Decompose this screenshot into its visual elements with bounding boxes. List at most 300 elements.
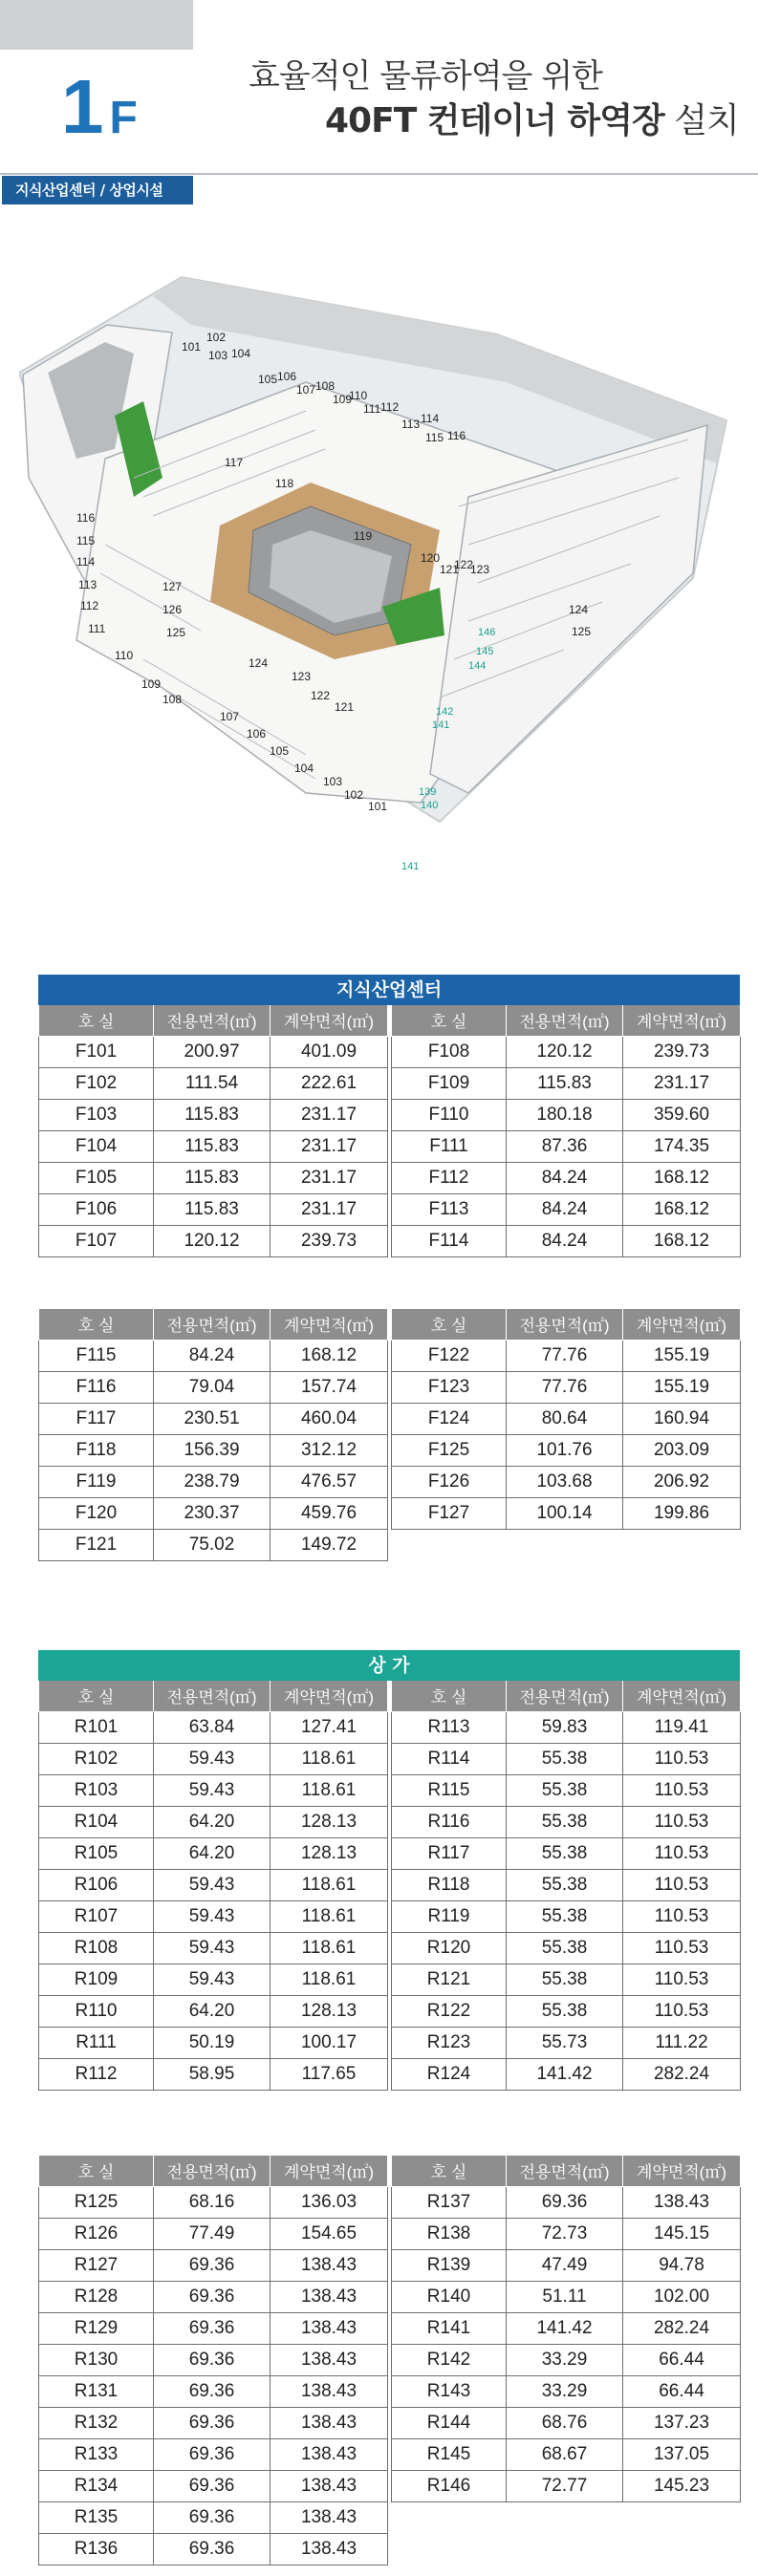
exclusive-area-cell: 100.14 [507, 1497, 623, 1529]
unit-cell: R137 [392, 2186, 507, 2218]
table-row [39, 2058, 388, 2090]
table-row [392, 2470, 741, 2501]
contract-area-cell: 138.43 [271, 2438, 388, 2470]
unit-cell: F116 [39, 1371, 154, 1403]
table-row [392, 1099, 741, 1130]
svg-text:122: 122 [311, 689, 331, 702]
unit-cell: R140 [392, 2281, 507, 2312]
exclusive-area-cell: 55.73 [507, 2027, 623, 2058]
table-header-row [39, 1005, 388, 1036]
contract-area-cell: 239.73 [271, 1225, 388, 1256]
svg-text:117: 117 [225, 456, 244, 469]
table-row [39, 2438, 388, 2470]
contract-area-cell: 110.53 [623, 1964, 741, 1995]
unit-cell: R139 [392, 2249, 507, 2281]
contract-area-cell: 359.60 [623, 1099, 741, 1130]
svg-text:145: 145 [476, 646, 494, 657]
table-row [392, 1711, 741, 1743]
header-grey-block [0, 0, 193, 50]
contract-area-cell: 138.43 [271, 2344, 388, 2375]
contract-area-cell: 231.17 [271, 1130, 388, 1162]
svg-text:127: 127 [162, 580, 183, 593]
unit-cell: F107 [39, 1225, 154, 1256]
table-row [392, 2438, 741, 2470]
unit-cell: R128 [39, 2281, 154, 2312]
svg-text:125: 125 [166, 626, 186, 639]
table-row [392, 1900, 741, 1932]
exclusive-area-cell: 84.24 [507, 1193, 623, 1225]
contract-area-cell: 460.04 [271, 1403, 388, 1434]
svg-text:118: 118 [275, 477, 294, 490]
exclusive-area-cell: 50.19 [154, 2027, 271, 2058]
contract-area-cell: 168.12 [271, 1340, 388, 1371]
svg-text:116: 116 [76, 511, 96, 525]
unit-cell: R127 [39, 2249, 154, 2281]
svg-text:110: 110 [349, 389, 368, 402]
contract-area-cell: 102.00 [623, 2281, 741, 2312]
floor-suffix: F [109, 93, 138, 143]
contract-area-cell: 231.17 [271, 1193, 388, 1225]
exclusive-area-cell: 115.83 [154, 1099, 271, 1130]
contract-area-cell: 174.35 [623, 1130, 741, 1162]
exclusive-area-cell: 156.39 [154, 1434, 271, 1466]
table-row [39, 2249, 388, 2281]
svg-text:112: 112 [80, 599, 99, 612]
table-row [392, 1964, 741, 1995]
col-unit: 호 실 [39, 2156, 154, 2186]
unit-cell: F106 [39, 1193, 154, 1225]
category-tag: 지식산업센터 / 상업시설 [2, 176, 193, 204]
contract-area-cell: 118.61 [271, 1743, 388, 1774]
exclusive-area-cell: 180.18 [507, 1099, 623, 1130]
exclusive-area-cell: 58.95 [154, 2058, 271, 2090]
table-row [392, 2218, 741, 2249]
svg-text:123: 123 [292, 670, 312, 683]
exclusive-area-cell: 64.20 [154, 1806, 271, 1837]
unit-cell: R146 [392, 2470, 507, 2501]
exclusive-area-cell: 115.83 [507, 1067, 623, 1099]
exclusive-area-cell: 55.38 [507, 1964, 623, 1995]
exclusive-area-cell: 115.83 [154, 1193, 271, 1225]
exclusive-area-cell: 230.37 [154, 1497, 271, 1529]
retail-table-1-right [391, 1681, 741, 2091]
unit-cell: R102 [39, 1743, 154, 1774]
retail-table-1-left [38, 1681, 388, 2091]
unit-cell: F117 [39, 1403, 154, 1434]
contract-area-cell: 110.53 [623, 1869, 741, 1900]
table-row [392, 1434, 741, 1466]
exclusive-area-cell: 80.64 [507, 1403, 623, 1434]
exclusive-area-cell: 59.43 [154, 1932, 271, 1964]
contract-area-cell: 199.86 [623, 1497, 741, 1529]
svg-text:103: 103 [208, 349, 228, 362]
exclusive-area-cell: 72.73 [507, 2218, 623, 2249]
table-row [392, 1130, 741, 1162]
exclusive-area-cell: 69.36 [154, 2344, 271, 2375]
table-row [392, 1837, 741, 1869]
table-row [39, 2186, 388, 2218]
exclusive-area-cell: 47.49 [507, 2249, 623, 2281]
table-row [39, 1099, 388, 1130]
table-row [392, 1193, 741, 1225]
unit-cell: F114 [392, 1225, 507, 1256]
exclusive-area-cell: 141.42 [507, 2312, 623, 2344]
page-title-line1: 효율적인 물류하역을 위한 [249, 57, 602, 96]
unit-cell: R114 [392, 1743, 507, 1774]
col-unit: 호 실 [39, 1309, 154, 1340]
unit-cell: R129 [39, 2312, 154, 2344]
unit-cell: F104 [39, 1130, 154, 1162]
unit-cell: R123 [392, 2027, 507, 2058]
exclusive-area-cell: 238.79 [154, 1466, 271, 1497]
svg-text:113: 113 [78, 578, 97, 591]
contract-area-cell: 128.13 [271, 1806, 388, 1837]
unit-cell: F127 [392, 1497, 507, 1529]
contract-area-cell: 149.72 [271, 1529, 388, 1560]
svg-text:126: 126 [162, 603, 183, 616]
exclusive-area-cell: 103.68 [507, 1466, 623, 1497]
exclusive-area-cell: 69.36 [154, 2281, 271, 2312]
table-row [392, 1995, 741, 2027]
exclusive-area-cell: 68.76 [507, 2407, 623, 2438]
exclusive-area-cell: 84.24 [507, 1162, 623, 1193]
unit-cell: R116 [392, 1806, 507, 1837]
unit-cell: F120 [39, 1497, 154, 1529]
exclusive-area-cell: 63.84 [154, 1711, 271, 1743]
table-row [39, 1964, 388, 1995]
svg-text:101: 101 [182, 340, 202, 354]
exclusive-area-cell: 79.04 [154, 1371, 271, 1403]
exclusive-area-cell: 84.24 [154, 1340, 271, 1371]
unit-cell: R107 [39, 1900, 154, 1932]
svg-text:105: 105 [270, 744, 290, 758]
contract-area-cell: 282.24 [623, 2058, 741, 2090]
table-row [39, 1340, 388, 1371]
table-row [392, 2407, 741, 2438]
col-contract-area: 계약면적(㎡) [623, 1005, 741, 1036]
col-exclusive-area: 전용면적(㎡) [507, 1005, 623, 1036]
exclusive-area-cell: 72.77 [507, 2470, 623, 2501]
svg-text:124: 124 [249, 656, 269, 670]
unit-cell: F126 [392, 1466, 507, 1497]
contract-area-cell: 168.12 [623, 1193, 741, 1225]
contract-area-cell: 231.17 [271, 1162, 388, 1193]
unit-cell: R110 [39, 1995, 154, 2027]
page-title-emphasis: 40FT 컨테이너 하역장 [325, 101, 664, 140]
table-row [39, 2281, 388, 2312]
contract-area-cell: 138.43 [271, 2375, 388, 2407]
table-header-row [39, 1681, 388, 1711]
table-row [39, 1869, 388, 1900]
table-row [39, 1403, 388, 1434]
exclusive-area-cell: 69.36 [154, 2533, 271, 2565]
contract-area-cell: 138.43 [271, 2249, 388, 2281]
contract-area-cell: 66.44 [623, 2344, 741, 2375]
svg-text:109: 109 [141, 677, 162, 691]
col-unit: 호 실 [392, 2156, 507, 2186]
unit-cell: F108 [392, 1036, 507, 1067]
table-header-row [392, 1309, 741, 1340]
unit-cell: R135 [39, 2501, 154, 2533]
exclusive-area-cell: 55.38 [507, 1900, 623, 1932]
unit-cell: R131 [39, 2375, 154, 2407]
exclusive-area-cell: 120.12 [154, 1225, 271, 1256]
unit-cell: R144 [392, 2407, 507, 2438]
contract-area-cell: 145.23 [623, 2470, 741, 2501]
table-header-row [392, 2156, 741, 2186]
contract-area-cell: 118.61 [271, 1869, 388, 1900]
col-exclusive-area: 전용면적(㎡) [154, 1681, 271, 1711]
contract-area-cell: 138.43 [271, 2312, 388, 2344]
exclusive-area-cell: 87.36 [507, 1130, 623, 1162]
contract-area-cell: 110.53 [623, 1995, 741, 2027]
unit-cell: R111 [39, 2027, 154, 2058]
svg-text:116: 116 [447, 429, 466, 442]
col-exclusive-area: 전용면적(㎡) [154, 1309, 271, 1340]
unit-cell: R119 [392, 1900, 507, 1932]
unit-cell: R121 [392, 1964, 507, 1995]
table-row [39, 1837, 388, 1869]
exclusive-area-cell: 59.43 [154, 1774, 271, 1806]
contract-area-cell: 100.17 [271, 2027, 388, 2058]
exclusive-area-cell: 68.67 [507, 2438, 623, 2470]
exclusive-area-cell: 59.43 [154, 1743, 271, 1774]
svg-text:125: 125 [572, 625, 592, 638]
contract-area-cell: 138.43 [623, 2186, 741, 2218]
exclusive-area-cell: 69.36 [154, 2438, 271, 2470]
floor-plan-image [19, 258, 746, 879]
table-row [39, 1130, 388, 1162]
table-row [392, 2027, 741, 2058]
unit-cell: F122 [392, 1340, 507, 1371]
table-row [392, 1806, 741, 1837]
unit-cell: R141 [392, 2312, 507, 2344]
table-row [392, 1497, 741, 1529]
contract-area-cell: 110.53 [623, 1774, 741, 1806]
svg-text:111: 111 [88, 622, 106, 635]
exclusive-area-cell: 111.54 [154, 1067, 271, 1099]
table-row [39, 1774, 388, 1806]
table-row [392, 1225, 741, 1256]
svg-text:108: 108 [315, 379, 336, 393]
col-contract-area: 계약면적(㎡) [271, 1681, 388, 1711]
col-contract-area: 계약면적(㎡) [271, 2156, 388, 2186]
table-row [39, 1743, 388, 1774]
col-exclusive-area: 전용면적(㎡) [154, 1005, 271, 1036]
svg-text:112: 112 [380, 400, 400, 414]
contract-area-cell: 203.09 [623, 1434, 741, 1466]
exclusive-area-cell: 77.76 [507, 1340, 623, 1371]
table-row [39, 1995, 388, 2027]
exclusive-area-cell: 69.36 [154, 2249, 271, 2281]
unit-cell: R108 [39, 1932, 154, 1964]
exclusive-area-cell: 33.29 [507, 2344, 623, 2375]
exclusive-area-cell: 55.38 [507, 1806, 623, 1837]
table-row [39, 2344, 388, 2375]
table-row [39, 1529, 388, 1560]
svg-text:139: 139 [419, 786, 437, 798]
svg-text:121: 121 [335, 700, 355, 714]
contract-area-cell: 459.76 [271, 1497, 388, 1529]
svg-text:106: 106 [247, 727, 267, 741]
table-header-row [392, 1005, 741, 1036]
contract-area-cell: 111.22 [623, 2027, 741, 2058]
unit-cell: F115 [39, 1340, 154, 1371]
col-contract-area: 계약면적(㎡) [271, 1309, 388, 1340]
unit-cell: F103 [39, 1099, 154, 1130]
unit-cell: R109 [39, 1964, 154, 1995]
table-row [39, 1466, 388, 1497]
page-title-line2 [325, 94, 739, 142]
contract-area-cell: 118.61 [271, 1932, 388, 1964]
svg-text:109: 109 [333, 393, 353, 406]
table-row [39, 1371, 388, 1403]
exclusive-area-cell: 120.12 [507, 1036, 623, 1067]
contract-area-cell: 138.43 [271, 2407, 388, 2438]
col-unit: 호 실 [392, 1309, 507, 1340]
unit-cell: F119 [39, 1466, 154, 1497]
unit-cell: R130 [39, 2344, 154, 2375]
unit-cell: R101 [39, 1711, 154, 1743]
table-row [392, 1869, 741, 1900]
svg-text:107: 107 [296, 383, 316, 397]
exclusive-area-cell: 55.38 [507, 1774, 623, 1806]
unit-cell: F109 [392, 1067, 507, 1099]
exclusive-area-cell: 77.49 [154, 2218, 271, 2249]
unit-cell: F101 [39, 1036, 154, 1067]
contract-area-cell: 110.53 [623, 1743, 741, 1774]
svg-text:122: 122 [454, 558, 474, 571]
floor-badge [61, 64, 138, 149]
table-row [39, 2027, 388, 2058]
contract-area-cell: 136.03 [271, 2186, 388, 2218]
header-divider [0, 173, 758, 175]
svg-text:124: 124 [569, 603, 589, 616]
table-row [39, 2501, 388, 2533]
col-unit: 호 실 [392, 1681, 507, 1711]
exclusive-area-cell: 69.36 [154, 2312, 271, 2344]
svg-text:140: 140 [421, 800, 439, 811]
unit-cell: R115 [392, 1774, 507, 1806]
table-row [39, 1193, 388, 1225]
contract-area-cell: 128.13 [271, 1995, 388, 2027]
table-row [392, 1340, 741, 1371]
svg-text:119: 119 [354, 529, 373, 543]
svg-text:103: 103 [323, 775, 343, 788]
col-contract-area: 계약면적(㎡) [623, 1681, 741, 1711]
retail-table-2-left [38, 2156, 388, 2565]
table-row [392, 1932, 741, 1964]
table-header-row [39, 2156, 388, 2186]
svg-text:141: 141 [401, 861, 420, 872]
svg-text:141: 141 [432, 719, 450, 731]
svg-text:115: 115 [425, 431, 444, 444]
table-row [39, 1067, 388, 1099]
table-row [392, 2249, 741, 2281]
unit-cell: R112 [39, 2058, 154, 2090]
table-row [392, 1371, 741, 1403]
unit-cell: F118 [39, 1434, 154, 1466]
unit-cell: R120 [392, 1932, 507, 1964]
unit-cell: R136 [39, 2533, 154, 2565]
industrial-table-1-left [38, 1005, 388, 1257]
page-title-suffix: 설치 [663, 101, 739, 140]
exclusive-area-cell: 75.02 [154, 1529, 271, 1560]
unit-cell: R145 [392, 2438, 507, 2470]
table-row [39, 2533, 388, 2565]
contract-area-cell: 239.73 [623, 1036, 741, 1067]
unit-cell: R113 [392, 1711, 507, 1743]
contract-area-cell: 138.43 [271, 2470, 388, 2501]
exclusive-area-cell: 115.83 [154, 1130, 271, 1162]
exclusive-area-cell: 51.11 [507, 2281, 623, 2312]
svg-text:115: 115 [76, 534, 96, 547]
table-row [392, 1774, 741, 1806]
contract-area-cell: 66.44 [623, 2375, 741, 2407]
contract-area-cell: 117.65 [271, 2058, 388, 2090]
exclusive-area-cell: 115.83 [154, 1162, 271, 1193]
unit-cell: R117 [392, 1837, 507, 1869]
unit-cell: R106 [39, 1869, 154, 1900]
industrial-table-1-right [391, 1005, 741, 1257]
table-row [392, 2186, 741, 2218]
unit-cell: R138 [392, 2218, 507, 2249]
contract-area-cell: 154.65 [271, 2218, 388, 2249]
contract-area-cell: 110.53 [623, 1837, 741, 1869]
contract-area-cell: 168.12 [623, 1225, 741, 1256]
unit-cell: F124 [392, 1403, 507, 1434]
svg-text:104: 104 [294, 762, 314, 775]
contract-area-cell: 110.53 [623, 1932, 741, 1964]
contract-area-cell: 138.43 [271, 2501, 388, 2533]
table-row [392, 1403, 741, 1434]
contract-area-cell: 231.17 [271, 1099, 388, 1130]
svg-text:144: 144 [468, 660, 487, 672]
contract-area-cell: 168.12 [623, 1162, 741, 1193]
unit-cell: F121 [39, 1529, 154, 1560]
svg-text:111: 111 [363, 402, 381, 416]
col-contract-area: 계약면적(㎡) [623, 1309, 741, 1340]
table-row [392, 1067, 741, 1099]
table-row [392, 1466, 741, 1497]
svg-text:102: 102 [344, 788, 364, 802]
contract-area-cell: 119.41 [623, 1711, 741, 1743]
unit-cell: R122 [392, 1995, 507, 2027]
table-row [392, 2312, 741, 2344]
svg-text:114: 114 [421, 412, 440, 425]
table-row [39, 1162, 388, 1193]
exclusive-area-cell: 101.76 [507, 1434, 623, 1466]
col-exclusive-area: 전용면적(㎡) [507, 2156, 623, 2186]
unit-cell: R133 [39, 2438, 154, 2470]
unit-cell: R134 [39, 2470, 154, 2501]
unit-cell: F102 [39, 1067, 154, 1099]
contract-area-cell: 160.94 [623, 1403, 741, 1434]
table-row [39, 2312, 388, 2344]
exclusive-area-cell: 69.36 [154, 2501, 271, 2533]
svg-text:110: 110 [115, 649, 134, 662]
contract-area-cell: 138.43 [271, 2533, 388, 2565]
unit-cell: F112 [392, 1162, 507, 1193]
exclusive-area-cell: 69.36 [154, 2375, 271, 2407]
contract-area-cell: 231.17 [623, 1067, 741, 1099]
unit-cell: R143 [392, 2375, 507, 2407]
contract-area-cell: 206.92 [623, 1466, 741, 1497]
unit-cell: R124 [392, 2058, 507, 2090]
exclusive-area-cell: 55.38 [507, 1743, 623, 1774]
table-header-row [39, 1309, 388, 1340]
contract-area-cell: 118.61 [271, 1774, 388, 1806]
